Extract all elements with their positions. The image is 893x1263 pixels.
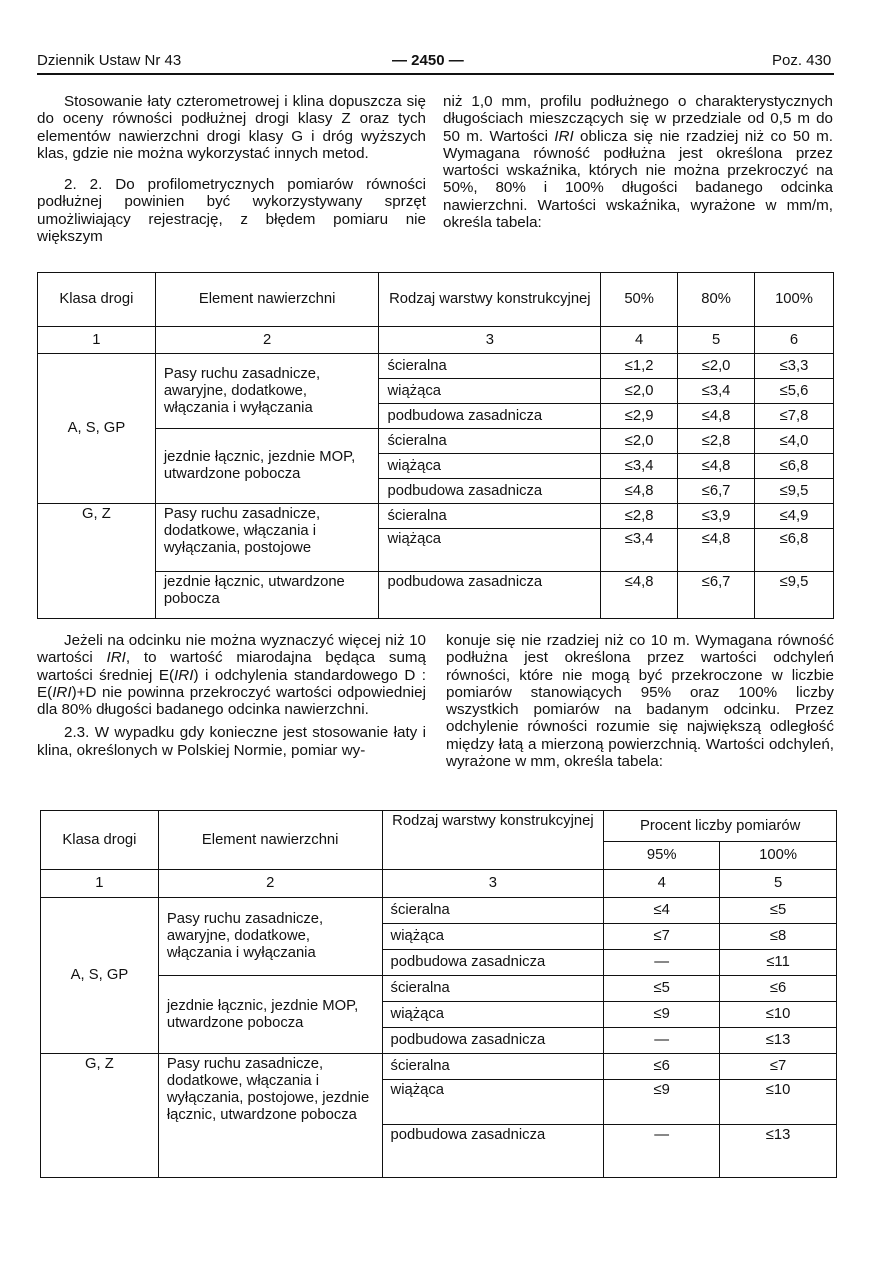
iri-term: IRI (174, 666, 194, 684)
column-number: 2 (155, 327, 379, 354)
top-left-column (37, 93, 426, 245)
layer-type-cell: ścieralna (382, 1054, 604, 1080)
text-span: ) i odchylenia standardowego D : E( (37, 666, 426, 701)
limit-value-cell: ≤6,7 (678, 572, 755, 619)
paragraph-lata: Stosowanie łaty czterometrowej i klina dopuszcza się do oceny równości podłużnej drogi klasy Z oraz tych elementów nawierzchni drogi klasy G i dróg wyższych klas, gdzie nie można wykorzystać innych metod. (37, 93, 426, 162)
deviation-value-cell: ≤6 (604, 1054, 720, 1080)
header-row (41, 811, 837, 842)
limit-value-cell: ≤4,8 (678, 454, 755, 479)
surface-element-cell: jezdnie łącznic, jezdnie MOP, utwardzone pobocza (158, 976, 382, 1054)
column-header: Element nawierzchni (158, 811, 382, 870)
limit-value-cell: ≤4,0 (755, 429, 834, 454)
header-divider (37, 73, 834, 75)
text-span: oblicza się nie rzadziej niż co 50 m. Wymagana równość podłużna jest określona przez wartości wskaźnika, których nie można przekroczyć na 50%, 80% i 100% długości badanego odcinka nawierzchni. Wartości wskaźnika, wyrażone w mm/m, określa tabela: (443, 127, 833, 232)
road-class-cell: G, Z (38, 504, 156, 619)
limit-value-cell: ≤4,8 (678, 529, 755, 572)
page-number: — 2450 — (392, 52, 464, 69)
deviation-requirements-table (40, 810, 837, 1178)
surface-element-cell: jezdnie łącznic, utwardzone pobocza (155, 572, 379, 619)
deviation-value-cell: ≤8 (720, 924, 837, 950)
limit-value-cell: ≤7,8 (755, 404, 834, 429)
limit-value-cell: ≤3,4 (601, 529, 678, 572)
column-header: Element nawierzchni (155, 273, 379, 327)
deviation-value-cell: ≤11 (720, 950, 837, 976)
limit-value-cell: ≤2,0 (678, 354, 755, 379)
table-row (38, 429, 834, 454)
surface-element-cell: Pasy ruchu zasadnicze, dodatkowe, włączania i wyłączania, postojowe (155, 504, 379, 572)
layer-type-cell: ścieralna (379, 429, 601, 454)
column-number-row (38, 327, 834, 354)
position-number: Poz. 430 (772, 52, 832, 69)
column-number: 6 (755, 327, 834, 354)
deviation-value-cell: — (604, 1028, 720, 1054)
limit-value-cell: ≤3,9 (678, 504, 755, 529)
column-header: Klasa drogi (38, 273, 156, 327)
column-header: 50% (601, 273, 678, 327)
limit-value-cell: ≤2,0 (601, 429, 678, 454)
surface-element-cell: Pasy ruchu zasadnicze, awaryjne, dodatkowe, włączania i wyłączania (155, 354, 379, 429)
limit-value-cell: ≤3,3 (755, 354, 834, 379)
column-number: 1 (41, 870, 159, 898)
surface-element-cell: Pasy ruchu zasadnicze, awaryjne, dodatkowe, włączania i wyłączania (158, 898, 382, 976)
road-class-cell: G, Z (41, 1054, 159, 1178)
deviation-value-cell: ≤9 (604, 1002, 720, 1028)
text-span: niż 1,0 mm, profilu podłużnego o charakterystycznych długościach mieszczących się w przedziale od 0,5 m do 50 m. Wartości (443, 93, 833, 145)
column-header: 100% (755, 273, 834, 327)
layer-type-cell: ścieralna (379, 354, 601, 379)
limit-value-cell: ≤6,8 (755, 454, 834, 479)
journal-title: Dziennik Ustaw Nr 43 (37, 52, 182, 69)
column-header: 80% (678, 273, 755, 327)
table-row (41, 1054, 837, 1080)
limit-value-cell: ≤1,2 (601, 354, 678, 379)
column-number: 2 (158, 870, 382, 898)
limit-value-cell: ≤2,0 (601, 379, 678, 404)
limit-value-cell: ≤2,8 (678, 429, 755, 454)
surface-element-cell: Pasy ruchu zasadnicze, dodatkowe, włączania i wyłączania, postojowe, jezdnie łącznic, utwardzone pobocza (158, 1054, 382, 1178)
paragraph-2-3: 2.3. W wypadku gdy konieczne jest stosowanie łaty i klina, określonych w Polskiej Normie, pomiar wy- (37, 724, 426, 759)
surface-element-cell: jezdnie łącznic, jezdnie MOP, utwardzone pobocza (155, 429, 379, 504)
deviation-value-cell: ≤13 (720, 1028, 837, 1054)
layer-type-cell: podbudowa zasadnicza (379, 572, 601, 619)
layer-type-cell: ścieralna (382, 898, 604, 924)
limit-value-cell: ≤4,8 (601, 572, 678, 619)
layer-type-cell: podbudowa zasadnicza (382, 1125, 604, 1178)
column-number: 3 (382, 870, 604, 898)
limit-value-cell: ≤3,4 (601, 454, 678, 479)
limit-value-cell: ≤3,4 (678, 379, 755, 404)
top-right-column (443, 93, 833, 231)
layer-type-cell: ścieralna (379, 504, 601, 529)
text-span: , to wartość miarodajna będąca sumą wartości średniej E( (37, 649, 426, 684)
table-row (38, 354, 834, 379)
deviation-value-cell: ≤5 (604, 976, 720, 1002)
deviation-value-cell: ≤10 (720, 1002, 837, 1028)
layer-type-cell: wiążąca (379, 454, 601, 479)
deviation-value-cell: ≤13 (720, 1125, 837, 1178)
limit-value-cell: ≤2,8 (601, 504, 678, 529)
deviation-value-cell: ≤6 (720, 976, 837, 1002)
layer-type-cell: wiążąca (382, 924, 604, 950)
deviation-value-cell: ≤9 (604, 1080, 720, 1125)
limit-value-cell: ≤6,8 (755, 529, 834, 572)
column-header: Rodzaj warstwy konstrukcyjnej (379, 273, 601, 327)
iri-term: IRI (106, 649, 126, 667)
limit-value-cell: ≤9,5 (755, 572, 834, 619)
text-span: Jeżeli na odcinku nie można wyznaczyć więcej niż 10 wartości (37, 632, 426, 667)
column-number: 4 (604, 870, 720, 898)
paragraph-deviation: konuje się nie rzadziej niż co 10 m. Wymagana równość podłużna jest określona przez wartości odchyleń równości, które nie mogą być przekroczone w liczbie pomiarów stanowiących 95% oraz 100% liczby wszystkich pomiarów na badanym odcinku. Przez odchylenie równości rozumie się największą odległość między łatą a mierzoną powierzchnią. Wartości odchyleń, wyrażone w mm, określa tabela: (446, 632, 834, 771)
column-number: 3 (379, 327, 601, 354)
limit-value-cell: ≤4,9 (755, 504, 834, 529)
iri-requirements-table (37, 272, 834, 619)
limit-value-cell: ≤5,6 (755, 379, 834, 404)
column-number: 5 (678, 327, 755, 354)
deviation-value-cell: ≤5 (720, 898, 837, 924)
paragraph-iri-limit (37, 632, 426, 718)
middle-left-column (37, 632, 426, 759)
header-row (38, 273, 834, 327)
paragraph-iri-measurement (443, 93, 833, 231)
deviation-value-cell: — (604, 950, 720, 976)
column-subheader: 100% (720, 842, 837, 870)
column-number: 5 (720, 870, 837, 898)
column-number: 4 (601, 327, 678, 354)
table-row (41, 898, 837, 924)
table-row (38, 504, 834, 529)
column-header: Klasa drogi (41, 811, 159, 870)
column-header: Procent liczby pomiarów (604, 811, 837, 842)
limit-value-cell: ≤4,8 (601, 479, 678, 504)
deviation-value-cell: ≤7 (720, 1054, 837, 1080)
layer-type-cell: wiążąca (379, 379, 601, 404)
iri-term: IRI (52, 683, 72, 701)
deviation-value-cell: ≤10 (720, 1080, 837, 1125)
middle-right-column (446, 632, 834, 770)
deviation-value-cell: ≤4 (604, 898, 720, 924)
table-row (38, 572, 834, 619)
iri-term: IRI (554, 127, 574, 145)
layer-type-cell: wiążąca (382, 1080, 604, 1125)
layer-type-cell: ścieralna (382, 976, 604, 1002)
column-number: 1 (38, 327, 156, 354)
column-number-row (41, 870, 837, 898)
paragraph-2-2: 2. 2. Do profilometrycznych pomiarów równości podłużnej powinien być wykorzystywany sprzęt umożliwiający rejestrację, z błędem pomiaru nie większym (37, 176, 426, 246)
limit-value-cell: ≤2,9 (601, 404, 678, 429)
deviation-value-cell: ≤7 (604, 924, 720, 950)
road-class-cell: A, S, GP (38, 354, 156, 504)
road-class-cell: A, S, GP (41, 898, 159, 1054)
layer-type-cell: podbudowa zasadnicza (382, 950, 604, 976)
layer-type-cell: wiążąca (379, 529, 601, 572)
table-row (41, 976, 837, 1002)
layer-type-cell: podbudowa zasadnicza (379, 404, 601, 429)
limit-value-cell: ≤4,8 (678, 404, 755, 429)
deviation-value-cell: — (604, 1125, 720, 1178)
column-header: Rodzaj warstwy konstrukcyjnej (382, 811, 604, 870)
layer-type-cell: podbudowa zasadnicza (379, 479, 601, 504)
column-subheader: 95% (604, 842, 720, 870)
limit-value-cell: ≤6,7 (678, 479, 755, 504)
text-span: )+D nie powinna przekroczyć wartości odpowiedniej dla 80% długości badanego odcinka nawierzchni. (37, 683, 426, 719)
layer-type-cell: wiążąca (382, 1002, 604, 1028)
limit-value-cell: ≤9,5 (755, 479, 834, 504)
layer-type-cell: podbudowa zasadnicza (382, 1028, 604, 1054)
